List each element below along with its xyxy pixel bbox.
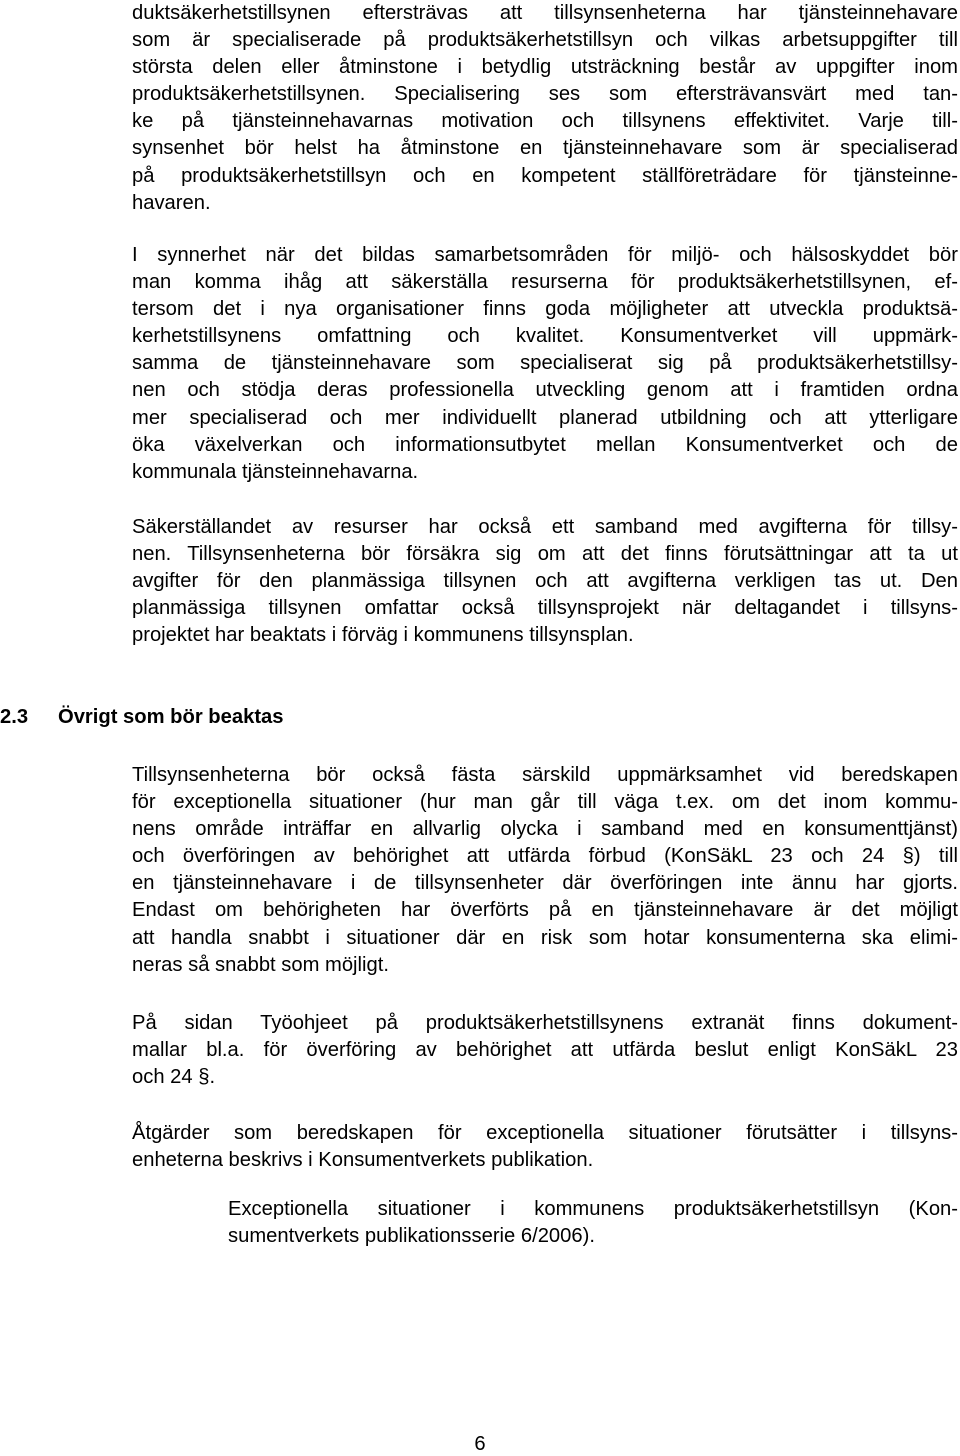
text-line: som är specialiserade på produktsäkerhetstillsyn och vilkas arbetsuppgifter till bbox=[132, 29, 958, 52]
text-line: synsenhet bör helst ha åtminstone en tjänsteinnehavare som är specialiserad bbox=[132, 137, 958, 160]
text-line: ke på tjänsteinnehavarnas motivation och tillsynens effektivitet. Varje till- bbox=[132, 110, 958, 133]
text-line: man komma ihåg att säkerställa resurserna för produktsäkerhetstillsynen, ef- bbox=[132, 271, 958, 294]
paragraph-preparedness bbox=[132, 762, 958, 979]
page-number: 6 bbox=[474, 1433, 486, 1455]
text-line: en tjänsteinnehavare i de tillsynsenheter där överföringen inte ännu har gjorts. bbox=[132, 872, 958, 895]
text-line: öka växelverkan och informationsutbytet mellan Konsumentverket och de bbox=[132, 433, 958, 456]
text-line: mer specialiserad och mer individuellt planerad utbildning och att ytterligare bbox=[132, 406, 958, 429]
paragraph-cooperation-areas bbox=[132, 242, 958, 486]
text-line: på produktsäkerhetstillsyn och en kompetent ställföreträdare för tjänsteinne- bbox=[132, 164, 958, 187]
text-line: nens område inträffar en allvarlig olycka i samband med en konsumenttjänst) bbox=[132, 818, 958, 841]
text-line: Exceptionella situationer i kommunens produktsäkerhetstillsyn (Kon- bbox=[228, 1198, 958, 1220]
text-line: nen. Tillsynsenheterna bör försäkra sig om att det finns förutsättningar att ta ut bbox=[132, 543, 958, 566]
text-line: kerhetstillsynens omfattning och kvalitet. Konsumentverket vill uppmärk- bbox=[132, 325, 958, 348]
publication-reference bbox=[228, 1196, 958, 1250]
text-line: duktsäkerhetstillsynen eftersträvas att tillsynsenheterna har tjänsteinnehavare bbox=[132, 2, 958, 24]
paragraph-specialisation bbox=[132, 0, 958, 217]
text-line: kommunala tjänsteinnehavarna. bbox=[132, 460, 419, 483]
text-line: att handla snabbt i situationer där en risk som hotar konsumenterna ska elimi- bbox=[132, 926, 958, 949]
text-line: samma de tjänsteinnehavare som specialiserat sig på produktsäkerhetstillsy- bbox=[132, 352, 958, 375]
text-line: Tillsynsenheterna bör också fästa särskild uppmärksamhet vid beredskapen bbox=[132, 764, 958, 786]
text-line: havaren. bbox=[132, 191, 211, 214]
text-line: största delen eller åtminstone i betydlig utsträckning består av uppgifter inom bbox=[132, 56, 958, 79]
text-line: mallar bl.a. för överföring av behörighet att utfärda beslut enligt KonSäkL 23 bbox=[132, 1039, 958, 1062]
text-line: På sidan Työohjeet på produktsäkerhetstillsynens extranät finns dokument- bbox=[132, 1012, 958, 1034]
text-line: för exceptionella situationer (hur man går till väga t.ex. om det inom kommu- bbox=[132, 791, 958, 814]
text-line: neras så snabbt som möjligt. bbox=[132, 953, 389, 976]
text-line: och 24 §. bbox=[132, 1066, 216, 1089]
section-heading bbox=[0, 702, 960, 732]
text-line: enheterna beskrivs i Konsumentverkets publikation. bbox=[132, 1149, 594, 1172]
text-line: projektet har beaktats i förväg i kommunens tillsynsplan. bbox=[132, 624, 634, 647]
text-line: tersom det i nya organisationer finns goda möjligheter att utveckla produktsä- bbox=[132, 298, 958, 321]
text-line: Åtgärder som beredskapen för exceptionella situationer förutsätter i tillsyns- bbox=[132, 1122, 958, 1144]
text-line: I synnerhet när det bildas samarbetsområden för miljö- och hälsoskyddet bör bbox=[132, 244, 958, 266]
text-line: avgifter för den planmässiga tillsynen och att avgifterna verkligen tas ut. Den bbox=[132, 570, 958, 593]
paragraph-measures bbox=[132, 1120, 958, 1174]
text-line: nen och stödja deras professionella utveckling genom att i framtiden ordna bbox=[132, 379, 958, 402]
text-line: Endast om behörigheten har överförts på en tjänsteinnehavare är det möjligt bbox=[132, 899, 958, 922]
section-number: 2.3 bbox=[0, 706, 29, 728]
section-title: Övrigt som bör beaktas bbox=[58, 706, 284, 728]
text-line: och överföringen av behörighet att utfärda förbud (KonSäkL 23 och 24 §) till bbox=[132, 845, 958, 868]
text-line: produktsäkerhetstillsynen. Specialisering ses som eftersträvansvärt med tan- bbox=[132, 83, 958, 106]
text-line: planmässiga tillsynen omfattar också tillsynsprojekt när deltagandet i tillsyns- bbox=[132, 597, 958, 620]
paragraph-extranet bbox=[132, 1010, 958, 1091]
text-line: sumentverkets publikationsserie 6/2006). bbox=[228, 1225, 595, 1248]
paragraph-fees bbox=[132, 514, 958, 649]
text-line: Säkerställandet av resurser har också ett samband med avgifterna för tillsy- bbox=[132, 516, 958, 538]
